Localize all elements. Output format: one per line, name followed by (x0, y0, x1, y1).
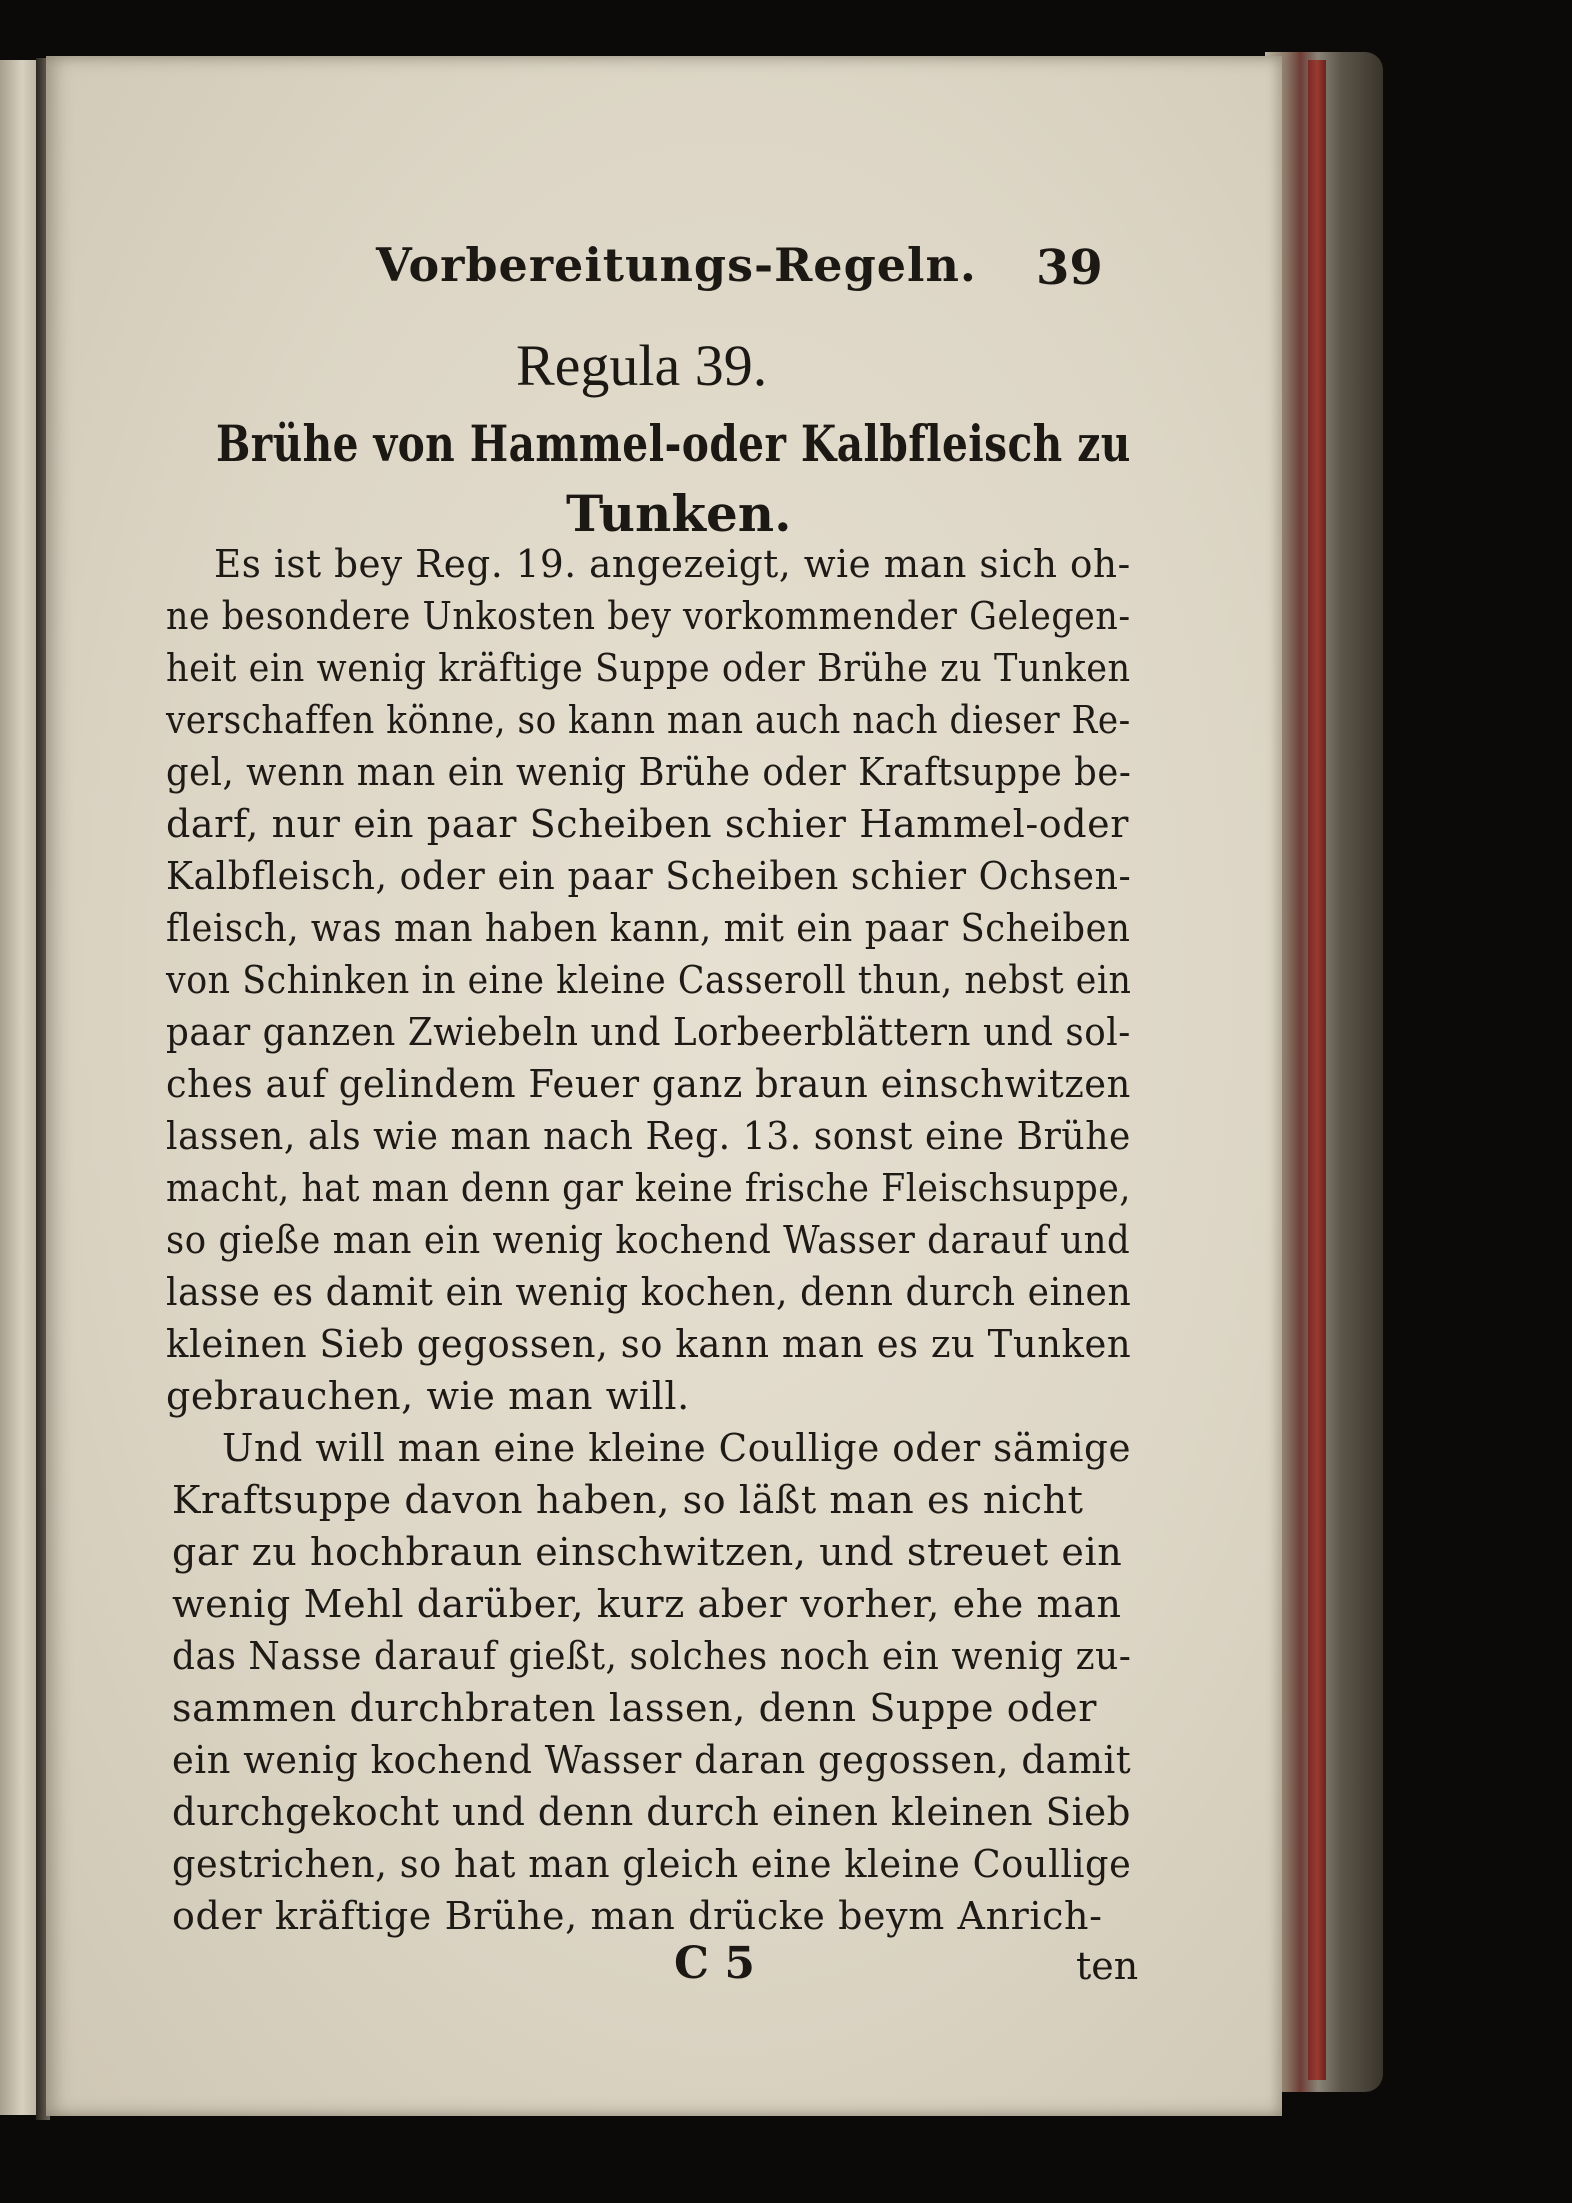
body-line: ein wenig kochend Wasser daran gegossen, damit (172, 1738, 1132, 1782)
body-line: ne besondere Unkosten bey vorkommender Gelegen- (166, 594, 1131, 638)
body-line: Und will man eine kleine Coullige oder sämige (222, 1426, 1132, 1470)
body-line: kleinen Sieb gegossen, so kann man es zu Tunken (166, 1322, 1132, 1366)
body-line: fleisch, was man haben kann, mit ein paar Scheiben (166, 906, 1131, 950)
body-line: so gieße man ein wenig kochend Wasser darauf und (166, 1218, 1131, 1262)
body-line: lasse es damit ein wenig kochen, denn durch einen (166, 1270, 1132, 1314)
body-line: heit ein wenig kräftige Suppe oder Brühe zu Tunken (166, 646, 1131, 690)
body-line: oder kräftige Brühe, man drücke beym Anrich- (172, 1894, 1103, 1938)
body-line: gebrauchen, wie man will. (166, 1374, 690, 1418)
body-line: lassen, als wie man nach Reg. 13. sonst eine Brühe (166, 1114, 1131, 1158)
body-line: verschaffen könne, so kann man auch nach dieser Re- (166, 698, 1131, 742)
left-page-edge (0, 60, 40, 2115)
body-line: wenig Mehl darüber, kurz aber vorher, ehe man (172, 1582, 1122, 1626)
body-line: Kalbfleisch, oder ein paar Scheiben schier Ochsen- (166, 854, 1132, 898)
body-line: durchgekocht und denn durch einen kleinen Sieb (172, 1790, 1132, 1834)
body-line: gar zu hochbraun einschwitzen, und streuet ein (172, 1530, 1123, 1574)
catchword: ten (1076, 1944, 1139, 1988)
body-line: darf, nur ein paar Scheiben schier Hammel-oder (166, 802, 1130, 846)
body-line: macht, hat man denn gar keine frische Fleischsuppe, (166, 1166, 1131, 1210)
body-line: ches auf gelindem Feuer ganz braun einschwitzen (166, 1062, 1131, 1106)
body-line: Es ist bey Reg. 19. angezeigt, wie man sich oh- (214, 542, 1131, 586)
running-head: Vorbereitungs-Regeln. (376, 238, 977, 292)
body-line: von Schinken in eine kleine Casseroll thun, nebst ein (166, 958, 1132, 1002)
book-page (46, 56, 1282, 2116)
body-line: das Nasse darauf gießt, solches noch ein wenig zu- (172, 1634, 1132, 1678)
body-line: gestrichen, so hat man gleich eine kleine Coullige (172, 1842, 1132, 1886)
section-heading-line-1: Brühe von Hammel-oder Kalbfleisch zu (216, 414, 1131, 473)
body-line: gel, wenn man ein wenig Brühe oder Kraftsuppe be- (166, 750, 1132, 794)
body-line: paar ganzen Zwiebeln und Lorbeerblättern und sol- (166, 1010, 1131, 1054)
rule-title: Regula 39. (516, 333, 768, 398)
body-line: sammen durchbraten lassen, denn Suppe oder (172, 1686, 1097, 1730)
page-number: 39 (1036, 240, 1103, 296)
red-page-edge (1308, 60, 1326, 2080)
signature-mark: C 5 (674, 1938, 755, 1989)
section-heading-line-2: Tunken. (566, 484, 792, 543)
body-line: Kraftsuppe davon haben, so läßt man es nicht (172, 1478, 1084, 1522)
